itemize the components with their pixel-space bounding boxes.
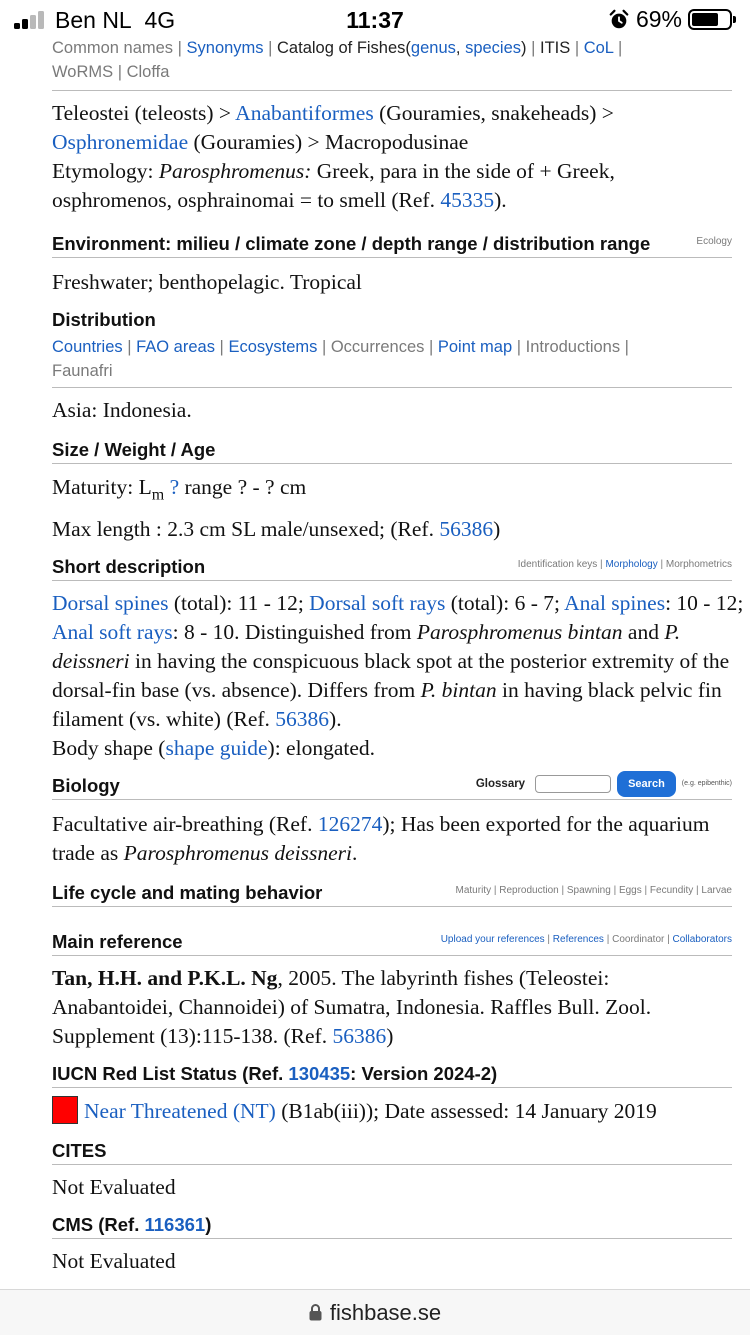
countries-link[interactable]: Countries [52, 338, 123, 356]
morphology-link[interactable]: Morphology [605, 559, 658, 571]
itis-link[interactable]: ITIS [539, 39, 571, 57]
occurrences-link[interactable]: Occurrences [330, 338, 425, 356]
glossary-hint: (e.g. epibenthic) [681, 780, 732, 788]
glossary-search-button[interactable]: Search [617, 771, 676, 797]
short-description-text: Dorsal spines (total): 11 - 12; Dorsal soft rays (total): 6 - 7; Anal spines: 10 - 12; Anal soft rays: 8 - 10. Distinguished from Parosphromenus bintan and P. deissneri in having the conspicuous black spot at the posterior extremity of the dorsal-fin base (vs. absence). Differs from P. bintan in having black pelvic fin filament (vs. white) (Ref. 56386). Body shape (shape guide): elongated. [52, 591, 744, 761]
fao-areas-link[interactable]: FAO areas [136, 338, 215, 356]
main-reference-text: Tan, H.H. and P.K.L. Ng, 2005. The labyrinth fishes (Teleostei: Anabantoidei, Channoidei) of Sumatra, Indonesia. Raffles Bull. Zool. Supplement (13):115-138. (Ref. 56386) [52, 966, 652, 1049]
battery-percent: 69% [635, 6, 682, 32]
lock-icon [309, 1304, 322, 1321]
cms-text: Not Evaluated [52, 1249, 176, 1274]
cloffa-link[interactable]: Cloffa [126, 63, 170, 81]
max-length-ref-link[interactable]: 56386 [439, 517, 494, 542]
alarm-icon [608, 9, 630, 31]
dorsal-spines-link[interactable]: Dorsal spines [52, 591, 169, 616]
faunafri-link[interactable]: Faunafri [52, 362, 113, 380]
glossary-search-input[interactable] [535, 775, 611, 793]
upload-references-link[interactable]: Upload your references [440, 934, 545, 946]
anal-soft-rays-link[interactable]: Anal soft rays [52, 620, 173, 645]
biology-text: Facultative air-breathing (Ref. 126274); Has been exported for the aquarium trade as Parosphromenus deissneri. [52, 812, 710, 866]
species-page [52, 36, 744, 1276]
cites-text: Not Evaluated [52, 1175, 176, 1200]
col-link[interactable]: CoL [583, 39, 614, 57]
shape-guide-link[interactable]: shape guide [165, 736, 268, 761]
size-heading: Size / Weight / Age [52, 439, 732, 464]
synonyms-link[interactable]: Synonyms [186, 39, 264, 57]
battery-icon [688, 9, 732, 30]
clock: 11:37 [346, 7, 404, 33]
ecosystems-link[interactable]: Ecosystems [228, 338, 318, 356]
top-links: Common names | Synonyms | Catalog of Fishes(genus, species) | ITIS | CoL | WoRMS | Cloffa [52, 36, 732, 91]
order-link[interactable]: Anabantiformes [235, 101, 374, 125]
reproduction-link[interactable]: Reproduction [499, 885, 559, 897]
spawning-link[interactable]: Spawning [566, 885, 611, 897]
life-cycle-heading: Life cycle and mating behavior Maturity | Reproduction | Spawning | Eggs | Fecundity | Larvae [52, 882, 732, 907]
description-ref-link[interactable]: 56386 [275, 707, 330, 732]
iucn-heading: IUCN Red List Status (Ref. 130435: Version 2024-2) [52, 1063, 732, 1088]
iucn-status: Near Threatened (NT) (B1ab(iii)); Date assessed: 14 January 2019 [52, 1096, 732, 1126]
coordinator-link[interactable]: Coordinator [612, 934, 665, 946]
maturity-link[interactable]: Maturity [455, 885, 492, 897]
eggs-link[interactable]: Eggs [618, 885, 642, 897]
morphometrics-link[interactable]: Morphometrics [665, 559, 732, 571]
iucn-status-color-icon [52, 1096, 78, 1124]
common-names-link[interactable]: Common names [52, 39, 174, 57]
environment-heading: Environment: milieu / climate zone / depth range / distribution range Ecology [52, 233, 732, 258]
status-bar [0, 0, 750, 40]
main-reference-heading: Main reference Upload your references | References | Coordinator | Collaborators [52, 931, 732, 956]
worms-link[interactable]: WoRMS [52, 63, 114, 81]
maturity-help-link[interactable]: ? [169, 475, 180, 499]
iucn-ref-link[interactable]: 130435 [288, 1063, 351, 1085]
environment-text: Freshwater; benthopelagic. Tropical [52, 270, 362, 294]
size-block: Maturity: $L_m$ ? range ? - ? cm Max length : 2.3 cm SL male/unsexed; (Ref. 56386) [52, 475, 501, 542]
introductions-link[interactable]: Introductions [525, 338, 621, 356]
distribution-heading: Distribution [52, 309, 156, 330]
family-link[interactable]: Osphronemidae [52, 130, 189, 154]
genus-link[interactable]: genus [410, 39, 456, 57]
iucn-status-link[interactable]: Near Threatened (NT) [84, 1099, 276, 1124]
etymology-ref-link[interactable]: 45335 [440, 188, 495, 212]
cms-ref-link[interactable]: 116361 [144, 1214, 206, 1236]
distribution-links: Countries | FAO areas | Ecosystems | Occurrences | Point map | Introductions | Faunafri [52, 335, 732, 388]
fecundity-link[interactable]: Fecundity [649, 885, 694, 897]
references-link[interactable]: References [552, 934, 604, 946]
taxonomy-block: Teleostei (teleosts) > Anabantiformes (Gouramies, snakeheads) > Osphronemidae (Gouramies) > Macropodusinae Etymology: Parosphromenus: Greek, para in the side of + Greek, osphromenos, osphrainomai = to smell (Ref. 45335). [52, 101, 615, 212]
species-link[interactable]: species [465, 39, 522, 57]
collaborators-link[interactable]: Collaborators [672, 934, 732, 946]
main-reference-ref-link[interactable]: 56386 [332, 1024, 387, 1049]
distribution-text: Asia: Indonesia. [52, 398, 192, 422]
carrier-label: Ben NL 4G [55, 7, 176, 33]
glossary-search [476, 771, 732, 797]
identification-keys-link[interactable]: Identification keys [517, 559, 598, 571]
cites-heading: CITES [52, 1140, 732, 1165]
anal-spines-link[interactable]: Anal spines [564, 591, 666, 616]
cms-heading: CMS (Ref. 116361) [52, 1214, 732, 1239]
ecology-link[interactable]: Ecology [696, 236, 732, 247]
glossary-label: Glossary [475, 778, 526, 791]
point-map-link[interactable]: Point map [437, 338, 513, 356]
dorsal-soft-rays-link[interactable]: Dorsal soft rays [309, 591, 446, 616]
address-bar[interactable] [0, 1289, 750, 1335]
short-description-heading: Short description Identification keys | Morphology | Morphometrics [52, 556, 732, 581]
biology-heading: Biology Glossary Search (e.g. epibenthic) [52, 775, 732, 800]
larvae-link[interactable]: Larvae [701, 885, 732, 897]
address-domain: fishbase.se [329, 1299, 442, 1325]
biology-ref-link[interactable]: 126274 [317, 812, 383, 837]
